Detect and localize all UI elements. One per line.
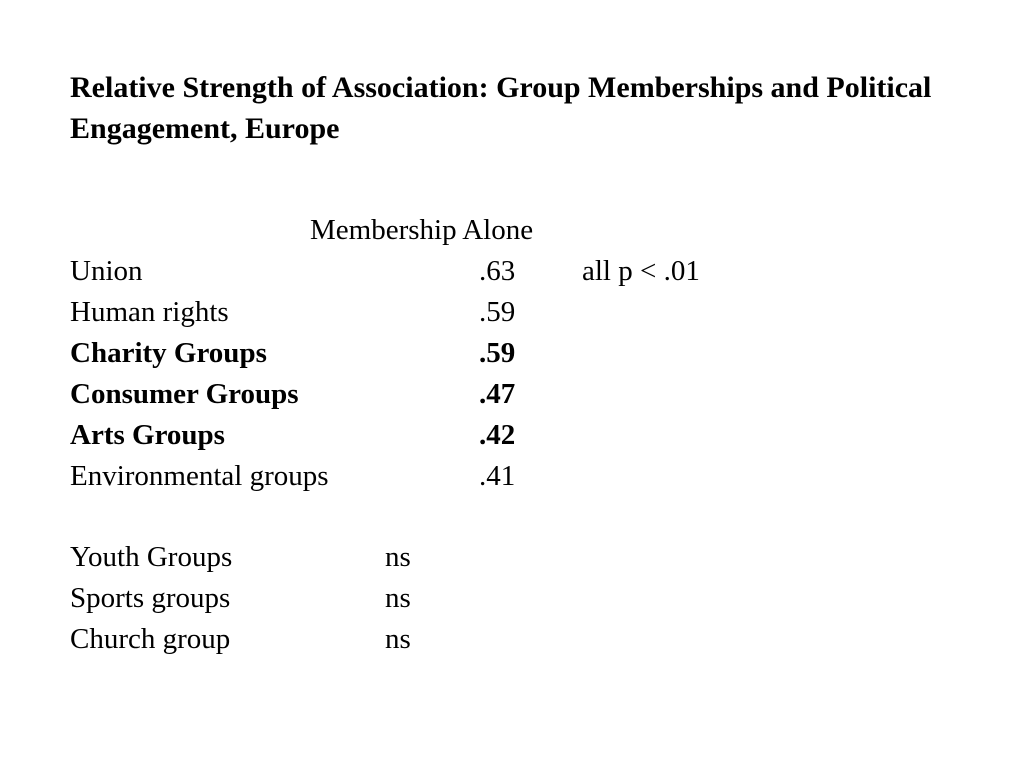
row-value-arts-groups: .42 bbox=[479, 419, 516, 451]
row-value-union: .63 bbox=[479, 255, 516, 287]
ns-row-value-youth-groups: ns bbox=[385, 541, 411, 573]
row-value-environmental-groups: .41 bbox=[479, 460, 516, 492]
slide-title: Relative Strength of Association: Group Memberships and Political Engagement, Europe bbox=[70, 71, 932, 145]
ns-row-label-youth-groups: Youth Groups bbox=[70, 541, 233, 573]
ns-row-value-sports-groups: ns bbox=[385, 582, 411, 614]
row-value-charity-groups: .59 bbox=[479, 337, 516, 369]
column-header: Membership Alone bbox=[310, 214, 534, 246]
row-label-human-rights: Human rights bbox=[70, 296, 229, 328]
ns-row-label-church-group: Church group bbox=[70, 623, 231, 655]
row-label-union: Union bbox=[70, 255, 143, 287]
row-value-human-rights: .59 bbox=[479, 296, 516, 328]
row-label-consumer-groups: Consumer Groups bbox=[70, 378, 299, 410]
row-value-consumer-groups: .47 bbox=[479, 378, 516, 410]
ns-row-value-church-group: ns bbox=[385, 623, 411, 655]
row-label-environmental-groups: Environmental groups bbox=[70, 460, 329, 492]
row-label-arts-groups: Arts Groups bbox=[70, 419, 225, 451]
row-label-charity-groups: Charity Groups bbox=[70, 337, 267, 369]
ns-row-label-sports-groups: Sports groups bbox=[70, 582, 231, 614]
significance-note: all p < .01 bbox=[582, 255, 700, 287]
